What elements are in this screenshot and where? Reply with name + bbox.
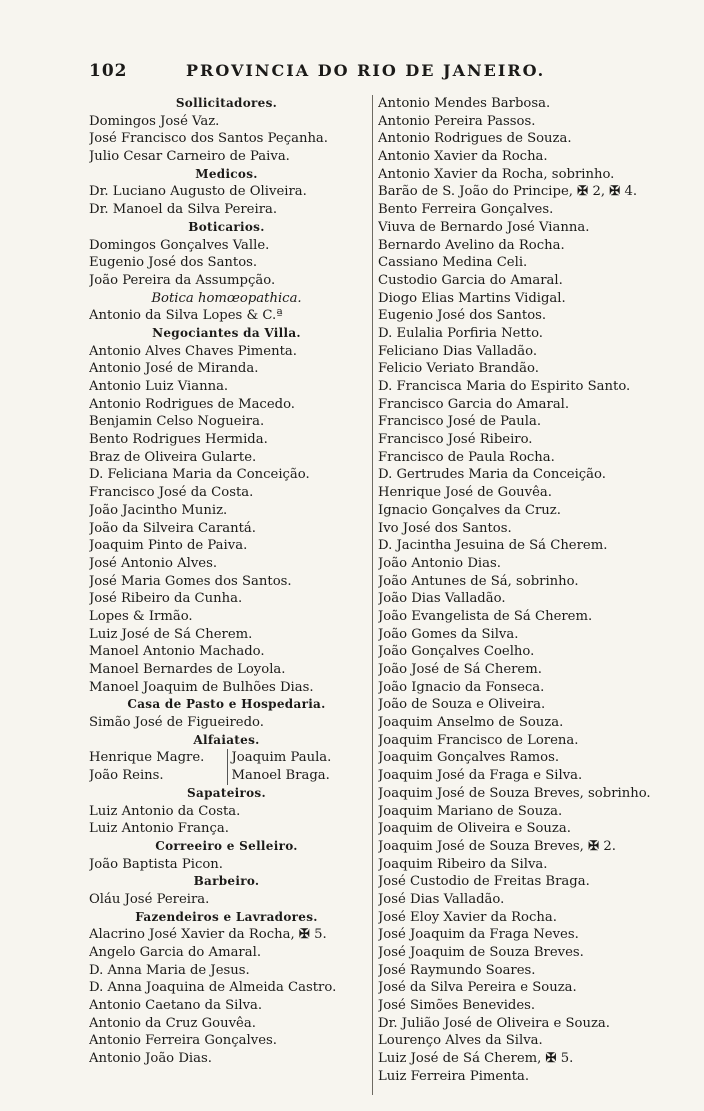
- list-item: Dr. Julião José de Oliveira e Souza.: [378, 1015, 610, 1031]
- list-item: [378, 838, 678, 856]
- entry-name: Joaquim José de Souza Breves,: [378, 838, 584, 854]
- list-item: Antonio Caetano da Silva.: [89, 998, 263, 1014]
- list-item: Francisco José da Costa.: [89, 485, 254, 501]
- list-item: D. Eulalia Porfiria Netto.: [378, 325, 543, 341]
- list-item: João Antunes de Sá, sobrinho.: [378, 573, 579, 589]
- section-subheading: Botica homœopathica.: [151, 290, 302, 306]
- list-item: João Baptista Picon.: [89, 856, 223, 872]
- list-item: D. Gertrudes Maria da Conceição.: [378, 467, 606, 483]
- list-item: Antonio José de Miranda.: [89, 361, 259, 377]
- list-item: Antonio João Dias.: [89, 1051, 212, 1067]
- name-left: João Reins.: [89, 768, 164, 784]
- order-rose-icon: ✠: [545, 1051, 557, 1067]
- order-cross-icon: ✠: [588, 838, 600, 854]
- list-item: Diogo Elias Martins Vidigal.: [378, 290, 566, 306]
- list-item: Francisco José Ribeiro.: [378, 432, 533, 448]
- right-column: [378, 95, 678, 1086]
- list-item: Ignacio Gonçalves da Cruz.: [378, 502, 561, 518]
- list-item: Angelo Garcia do Amaral.: [89, 945, 262, 960]
- list-item: Felicio Veriato Brandão.: [378, 361, 539, 377]
- list-item: D. Anna Maria de Jesus.: [89, 962, 250, 978]
- page-number: 102: [89, 61, 128, 81]
- list-item: Manoel Bernardes de Loyola.: [89, 662, 286, 677]
- list-item: Antonio Xavier da Rocha.: [378, 149, 548, 165]
- order-count: 2.: [603, 838, 616, 854]
- name-right: Manoel Braga.: [227, 767, 365, 785]
- list-item: Simão José de Figueiredo.: [89, 715, 264, 731]
- section-heading: Correeiro e Selleiro.: [155, 838, 298, 853]
- list-item: José Antonio Alves.: [89, 555, 218, 571]
- section-heading: Barbeiro.: [193, 874, 260, 889]
- list-item: Joaquim José de Souza Breves, sobrinho.: [378, 785, 651, 801]
- list-item: João Evangelista de Sá Cherem.: [378, 608, 593, 624]
- list-item: Francisco de Paula Rocha.: [378, 449, 555, 465]
- list-item: Viuva de Bernardo José Vianna.: [378, 219, 590, 235]
- list-item: Antonio Rodrigues de Souza.: [378, 131, 572, 147]
- list-item: João Gonçalves Coelho.: [378, 644, 535, 660]
- list-item: João Dias Valladão.: [378, 591, 506, 607]
- list-item: Domingos Gonçalves Valle.: [89, 237, 270, 253]
- list-item: Luiz José de Sá Cherem.: [89, 626, 253, 642]
- list-item: D. Jacintha Jesuina de Sá Cherem.: [378, 538, 608, 554]
- list-item: Benjamin Celso Nogueira.: [89, 414, 265, 430]
- list-item: José Dias Valladão.: [378, 891, 505, 907]
- list-item: Antonio Pereira Passos.: [378, 113, 536, 129]
- list-item: [378, 183, 678, 201]
- list-item: Joaquim Gonçalves Ramos.: [378, 750, 560, 766]
- list-item: João Jacintho Muniz.: [89, 502, 228, 518]
- list-item: Feliciano Dias Valladão.: [378, 343, 538, 359]
- list-item: Manoel Joaquim de Bulhões Dias.: [89, 679, 314, 695]
- list-item: Joaquim Ribeiro da Silva.: [378, 856, 548, 872]
- list-item: José Joaquim da Fraga Neves.: [378, 927, 579, 943]
- list-item: João de Souza e Oliveira.: [378, 697, 546, 713]
- entry-name: Luiz José de Sá Cherem,: [378, 1051, 542, 1067]
- list-item: Braz de Oliveira Gularte.: [89, 449, 257, 465]
- list-item: D. Feliciana Maria da Conceição.: [89, 467, 310, 483]
- list-item: Antonio da Cruz Gouvêa.: [89, 1015, 256, 1031]
- list-item: Joaquim Pinto de Paiva.: [89, 538, 248, 554]
- section-heading: Casa de Pasto e Hospedaria.: [127, 697, 326, 712]
- list-item: José Maria Gomes dos Santos.: [89, 573, 292, 589]
- list-item: Bento Rodrigues Hermida.: [89, 432, 268, 448]
- list-item: Bernardo Avelino da Rocha.: [378, 237, 565, 253]
- list-item: [89, 926, 364, 944]
- list-item: Julio Cesar Carneiro de Paiva.: [89, 149, 290, 165]
- list-item: Henrique José de Gouvêa.: [378, 485, 552, 501]
- list-item: João Ignacio da Fonseca.: [378, 679, 545, 695]
- list-item: José Simões Benevides.: [378, 998, 536, 1014]
- name-left: Henrique Magre.: [89, 750, 205, 766]
- list-item: [89, 749, 364, 767]
- section-heading: Negociantes da Villa.: [152, 325, 301, 340]
- section-heading: Fazendeiros e Lavradores.: [135, 909, 318, 924]
- list-item: Luiz Antonio da Costa.: [89, 803, 241, 819]
- order-cross-icon: ✠: [298, 927, 310, 943]
- section-heading: Sollicitadores.: [175, 96, 278, 110]
- list-item: José da Silva Pereira e Souza.: [378, 980, 577, 996]
- list-item: Ivo José dos Santos.: [378, 520, 512, 536]
- list-item: Dr. Luciano Augusto de Oliveira.: [89, 184, 307, 200]
- list-item: [89, 767, 364, 785]
- list-item: José Raymundo Soares.: [378, 962, 536, 978]
- list-item: Custodio Garcia do Amaral.: [378, 272, 563, 288]
- list-item: D. Anna Joaquina de Almeida Castro.: [89, 980, 337, 996]
- list-item: [378, 1050, 678, 1068]
- section-heading: Sapateiros.: [187, 785, 266, 800]
- list-item: José Custodio de Freitas Braga.: [378, 874, 590, 890]
- list-item: Francisco Garcia do Amaral.: [378, 396, 570, 412]
- list-item: João Gomes da Silva.: [378, 626, 519, 642]
- list-item: Antonio Rodrigues de Macedo.: [89, 396, 295, 412]
- list-item: Joaquim Francisco de Lorena.: [378, 732, 579, 748]
- order-cross-icon: ✠: [577, 184, 589, 200]
- list-item: Manoel Antonio Machado.: [89, 644, 265, 660]
- list-item: José Joaquim de Souza Breves.: [378, 945, 584, 960]
- list-item: João Pereira da Assumpção.: [89, 272, 276, 288]
- left-column: [89, 95, 364, 1068]
- order-count: 5.: [560, 1051, 574, 1067]
- entry-name: Barão de S. João do Principe,: [378, 184, 573, 200]
- list-item: Antonio Xavier da Rocha, sobrinho.: [378, 166, 615, 182]
- list-item: Antonio da Silva Lopes & C.ª: [89, 308, 283, 324]
- list-item: Joaquim Mariano de Souza.: [378, 803, 563, 819]
- list-item: João da Silveira Carantá.: [89, 520, 256, 536]
- list-item: Antonio Alves Chaves Pimenta.: [89, 343, 297, 359]
- list-item: Dr. Manoel da Silva Pereira.: [89, 202, 278, 218]
- list-item: Antonio Luiz Vianna.: [89, 379, 229, 394]
- list-item: Cassiano Medina Celi.: [378, 255, 528, 271]
- list-item: João Antonio Dias.: [378, 555, 501, 571]
- list-item: João José de Sá Cherem.: [378, 662, 542, 677]
- list-item: José Eloy Xavier da Rocha.: [378, 909, 557, 925]
- entry-name: Alacrino José Xavier da Rocha,: [89, 927, 295, 943]
- list-item: Oláu José Pereira.: [89, 891, 210, 907]
- list-item: D. Francisca Maria do Espirito Santo.: [378, 379, 631, 394]
- list-item: Francisco José de Paula.: [378, 414, 542, 430]
- list-item: Bento Ferreira Gonçalves.: [378, 202, 554, 218]
- list-item: Antonio Mendes Barbosa.: [378, 96, 551, 111]
- list-item: Domingos José Vaz.: [89, 113, 220, 129]
- list-item: Joaquim José da Fraga e Silva.: [378, 768, 583, 784]
- section-heading: Alfaiates.: [193, 732, 260, 747]
- section-heading: Medicos.: [195, 166, 258, 181]
- name-right: Joaquim Paula.: [227, 749, 365, 767]
- order-count: 5.: [314, 927, 327, 943]
- running-title: PROVINCIA DO RIO DE JANEIRO.: [186, 61, 546, 80]
- list-item: Eugenio José dos Santos.: [89, 255, 258, 271]
- order-count: 4.: [624, 184, 638, 200]
- list-item: Joaquim Anselmo de Souza.: [378, 715, 564, 731]
- list-item: Luiz Ferreira Pimenta.: [378, 1068, 530, 1084]
- list-item: Antonio Ferreira Gonçalves.: [89, 1033, 277, 1049]
- list-item: Joaquim de Oliveira e Souza.: [378, 821, 571, 837]
- column-rule: [372, 95, 373, 1095]
- list-item: Luiz Antonio França.: [89, 821, 229, 837]
- list-item: Lourenço Alves da Silva.: [378, 1033, 543, 1049]
- list-item: José Ribeiro da Cunha.: [89, 591, 243, 607]
- list-item: José Francisco dos Santos Peçanha.: [89, 131, 328, 147]
- order-count: 2,: [592, 184, 606, 200]
- order-rose-icon: ✠: [609, 184, 621, 200]
- list-item: Eugenio José dos Santos.: [378, 308, 547, 324]
- section-heading: Boticarios.: [188, 219, 265, 234]
- list-item: Lopes & Irmão.: [89, 608, 193, 624]
